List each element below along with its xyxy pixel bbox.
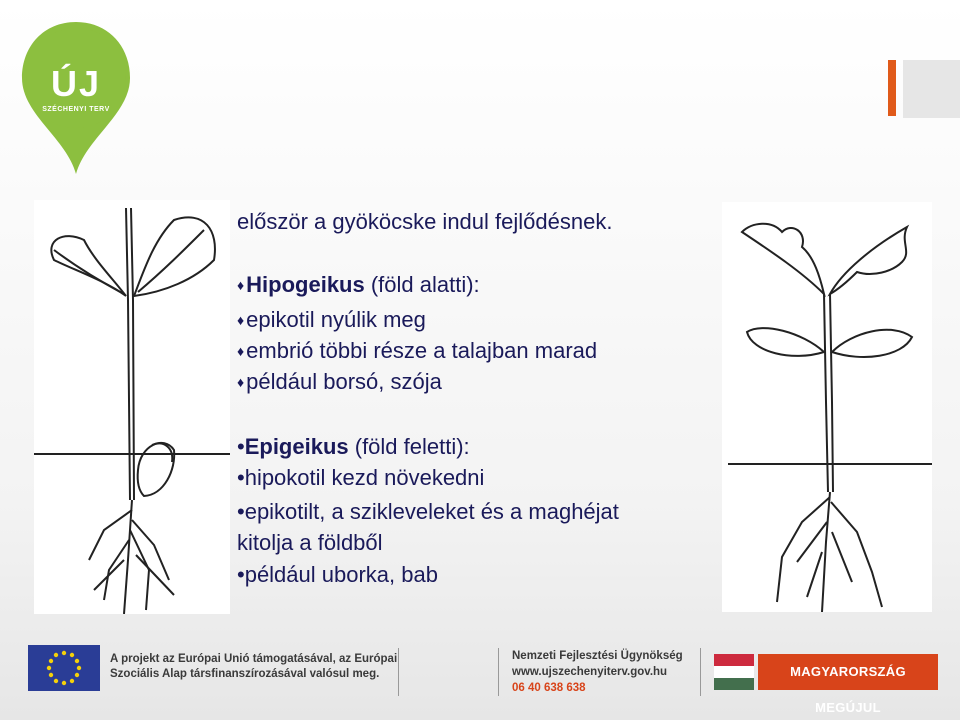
hypogeal-item — [237, 307, 426, 333]
epigeal-item-text: epikotilt, a szikleveleket és a maghéjat — [244, 499, 619, 524]
hypogeal-plant-illustration — [34, 200, 230, 614]
eu-funding-line1: A projekt az Európai Unió támogatásával, az Európai — [110, 653, 398, 665]
epigeal-item — [237, 562, 438, 588]
epigeal-item-text: például uborka, bab — [244, 562, 438, 587]
footer-divider — [498, 648, 499, 696]
uj-szechenyi-terv-logo — [16, 18, 136, 178]
diamond-bullet-icon: ♦ — [237, 312, 245, 328]
hypogeal-item — [237, 338, 597, 364]
eu-flag-icon — [28, 645, 100, 691]
epigeal-heading-bold: Epigeikus — [244, 434, 349, 459]
hypogeal-item-text: epikotil nyúlik meg — [246, 307, 426, 332]
hypogeal-heading-rest: (föld alatti): — [364, 272, 480, 297]
hypogeal-heading — [237, 272, 480, 298]
footer-divider — [398, 648, 399, 696]
eu-funding-text — [110, 652, 397, 682]
hypogeal-heading-bold: Hipogeikus — [246, 272, 365, 297]
pea-seedling-drawing — [34, 200, 230, 614]
bean-seedling-drawing — [722, 202, 932, 612]
hungarian-flag-icon — [714, 654, 754, 690]
agency-info — [512, 648, 683, 696]
agency-url: www.ujszechenyiterv.gov.hu — [512, 666, 668, 678]
dot-bullet: • — [237, 465, 245, 490]
dot-bullet: • — [237, 499, 245, 524]
epigeal-heading — [237, 434, 470, 460]
epigeal-item — [237, 465, 484, 491]
grey-block — [903, 60, 960, 118]
accent-bar — [888, 60, 896, 116]
logo-main-text: ÚJ — [50, 63, 102, 104]
diamond-bullet-icon: ♦ — [237, 343, 245, 359]
agency-phone: 06 40 638 638 — [512, 682, 586, 694]
diamond-bullet-icon: ♦ — [237, 277, 245, 293]
diamond-bullet-icon: ♦ — [237, 374, 245, 390]
epigeal-plant-illustration — [722, 202, 932, 612]
epigeal-heading-rest: (föld feletti): — [348, 434, 470, 459]
magyarorszag-megujul-banner: MAGYARORSZÁG MEGÚJUL — [758, 654, 938, 690]
epigeal-item-continuation: kitolja a földből — [237, 530, 383, 555]
footer-divider — [700, 648, 701, 696]
hypogeal-item — [237, 369, 442, 395]
epigeal-item-text: hipokotil kezd növekedni — [244, 465, 485, 490]
agency-name: Nemzeti Fejlesztési Ügynökség — [512, 650, 683, 662]
hypogeal-item-text: embrió többi része a talajban marad — [246, 338, 598, 363]
logo-sub-text: SZÉCHENYI TERV — [42, 106, 110, 113]
epigeal-item — [237, 499, 619, 525]
dot-bullet: • — [237, 562, 245, 587]
dot-bullet: • — [237, 434, 245, 459]
hypogeal-item-text: például borsó, szója — [246, 369, 442, 394]
intro-text: először a gyököcske indul fejlődésnek. — [237, 209, 613, 234]
eu-funding-line2: Szociális Alap társfinanszírozásával valósul meg. — [110, 668, 380, 680]
